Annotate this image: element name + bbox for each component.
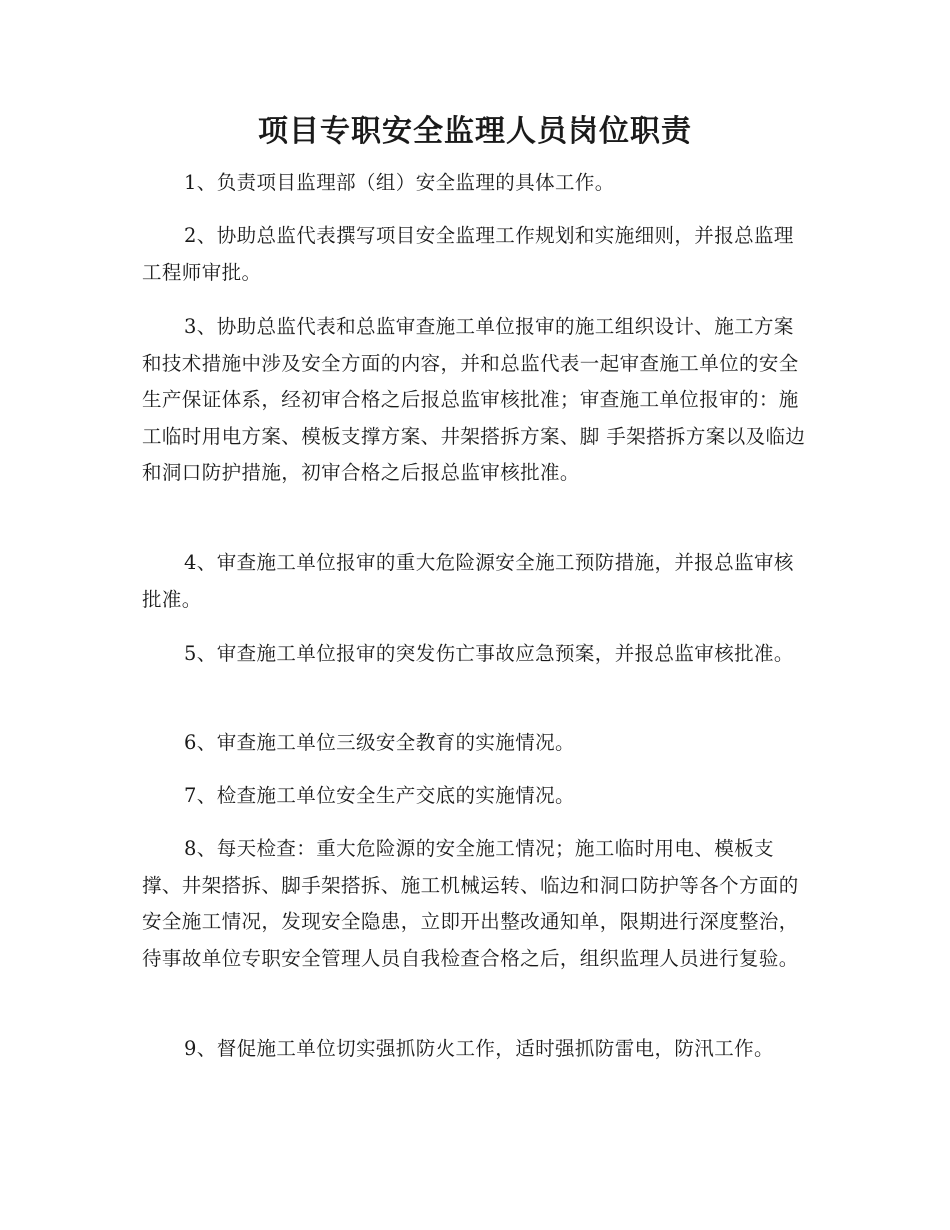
duty-paragraph-5: 5、审查施工单位报审的突发伤亡事故应急预案，并报总监审核批准。 xyxy=(184,642,794,665)
duty-paragraph-1: 1、负责项目监理部（组）安全监理的具体工作。 xyxy=(184,171,615,194)
duty-paragraph-8: 8、每天检查：重大危险源的安全施工情况；施工临时用电、模板支撑、井架搭拆、脚手架搭拆、施工机械运转、临边和洞口防护等各个方面的安全施工情况，发现安全隐患，立即开出整改通知单，限期进行深度整治，待事故单位专职安全管理人员自我检查合格之后，组织监理人员进行复验。 xyxy=(142,837,799,970)
duty-paragraph-6: 6、审查施工单位三级安全教育的实施情况。 xyxy=(184,731,575,754)
duty-paragraph-2: 2、协助总监代表撰写项目安全监理工作规划和实施细则，并报总监理工程师审批。 xyxy=(142,224,794,284)
duty-paragraph-9: 9、督促施工单位切实强抓防火工作，适时强抓防雷电，防汛工作。 xyxy=(184,1037,774,1060)
duty-paragraph-4: 4、审查施工单位报审的重大危险源安全施工预防措施，并报总监审核批准。 xyxy=(142,551,794,611)
duty-paragraph-7: 7、检查施工单位安全生产交底的实施情况。 xyxy=(184,784,575,807)
duty-paragraph-3: 3、协助总监代表和总监审查施工单位报审的施工组织设计、施工方案和技术措施中涉及安全方面的内容，并和总监代表一起审查施工单位的安全生产保证体系，经初审合格之后报总监审核批准；审查施工单位报审的：施工临时用电方案、模板支撑方案、井架搭拆方案、脚 手架搭拆方案以及临边和洞口防护措施，初审合格之后报总监审核批准。 xyxy=(142,315,806,484)
document-title: 项目专职安全监理人员岗位职责 xyxy=(258,114,692,149)
